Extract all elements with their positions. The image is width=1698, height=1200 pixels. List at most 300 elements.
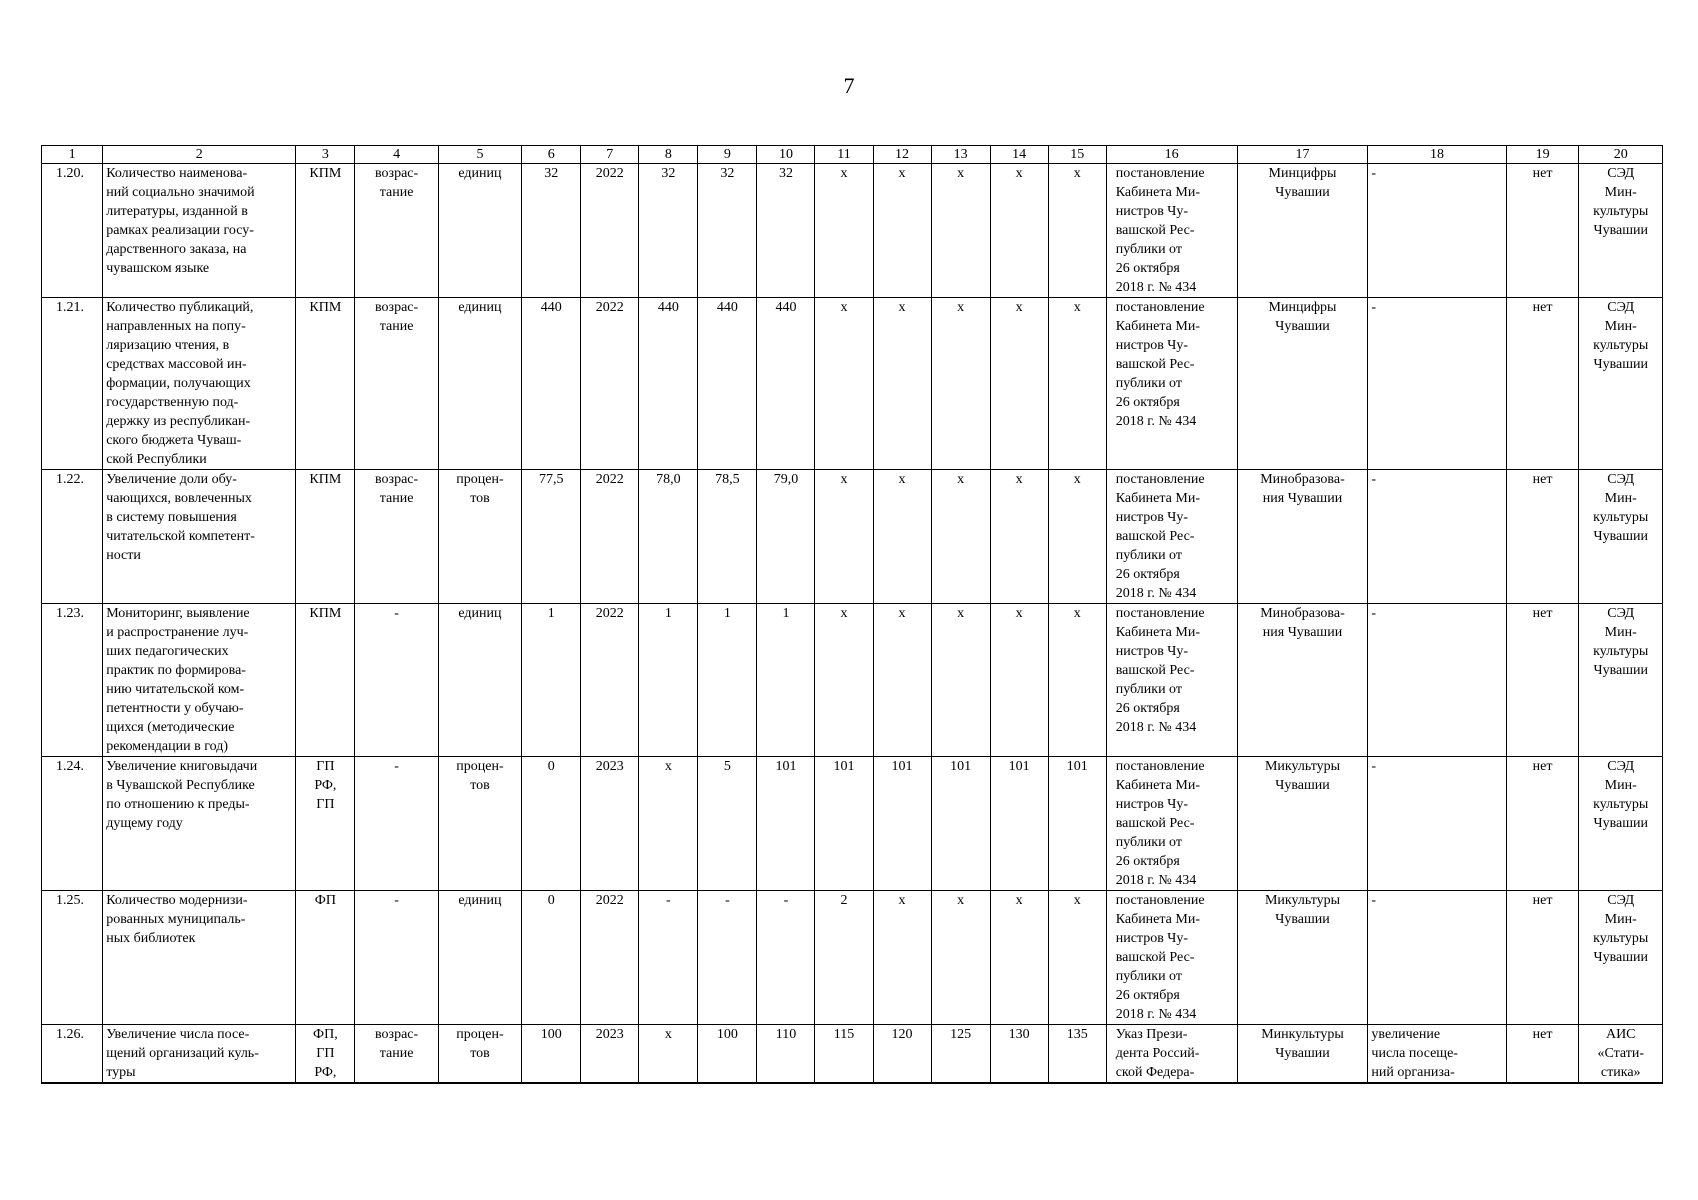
trend-text: возрас- тание	[375, 166, 419, 200]
indicator-name	[103, 298, 296, 470]
base-value-text: 1	[547, 606, 555, 621]
column-header-17: 17	[1237, 146, 1368, 164]
indicator-type	[296, 298, 355, 470]
target-value-text: х	[664, 1027, 672, 1042]
trend-text: возрас- тание	[375, 1027, 419, 1061]
target-value	[931, 604, 990, 757]
calculation-method-text: -	[1371, 606, 1377, 621]
base-year	[581, 298, 639, 470]
column-header-15: 15	[1048, 146, 1106, 164]
base-year	[581, 470, 639, 604]
column-header-11: 11	[815, 146, 873, 164]
target-value-text: 125	[950, 1027, 972, 1042]
target-value	[698, 164, 757, 298]
calculation-method-text: -	[1371, 300, 1377, 315]
row-number-text: 1.25.	[56, 893, 84, 908]
target-value-text: 78,5	[715, 472, 740, 487]
indicator-type	[296, 1025, 355, 1084]
target-value-text: 1	[723, 606, 731, 621]
column-header-9: 9	[698, 146, 757, 164]
legal-basis	[1106, 164, 1237, 298]
column-header-3: 3	[296, 146, 355, 164]
trend	[355, 298, 438, 470]
base-year-text: 2022	[595, 472, 624, 487]
legal-basis	[1106, 891, 1237, 1025]
calculation-method-text: -	[1371, 759, 1377, 774]
information-system-text: СЭД Мин- культуры Чувашии	[1593, 300, 1649, 372]
target-value-text: х	[1015, 606, 1023, 621]
table-row	[42, 604, 1663, 757]
unit-text: процен- тов	[456, 759, 504, 793]
target-value-text: х	[1073, 893, 1081, 908]
legal-basis-text: постановление Кабинета Ми- нистров Чу- вашской Рес- публики от 26 октября 2018 г. № 434	[1115, 893, 1205, 1022]
unit	[438, 604, 521, 757]
base-year	[581, 164, 639, 298]
target-value	[639, 470, 698, 604]
target-value	[931, 298, 990, 470]
target-value	[639, 164, 698, 298]
target-value	[757, 470, 815, 604]
base-value	[522, 298, 581, 470]
responsible-body-text: Минцифры Чувашии	[1268, 300, 1337, 334]
target-value-text: х	[1073, 472, 1081, 487]
base-year	[581, 604, 639, 757]
target-value	[873, 757, 931, 891]
target-value	[1048, 298, 1106, 470]
table-row	[42, 298, 1663, 470]
target-value	[757, 757, 815, 891]
calculation-method	[1368, 164, 1506, 298]
target-value-text: 2	[840, 893, 848, 908]
base-year-text: 2023	[595, 759, 624, 774]
target-value-text: 120	[891, 1027, 913, 1042]
trend	[355, 757, 438, 891]
base-year	[581, 1025, 639, 1084]
trend	[355, 164, 438, 298]
target-value	[873, 298, 931, 470]
indicator-type-text: КПМ	[309, 606, 342, 621]
target-value-text: х	[1015, 166, 1023, 181]
trend	[355, 891, 438, 1025]
responsible-body	[1237, 164, 1368, 298]
target-value-text: 440	[716, 300, 738, 315]
column-header-5: 5	[438, 146, 521, 164]
target-value	[1048, 891, 1106, 1025]
target-value-text: х	[898, 606, 906, 621]
target-value	[698, 298, 757, 470]
legal-basis-text: Указ Прези- дента Россий- ской Федера-	[1115, 1027, 1200, 1080]
column-header-13: 13	[931, 146, 990, 164]
calculation-method-text: -	[1371, 472, 1377, 487]
target-value-text: х	[1015, 300, 1023, 315]
column-header-7: 7	[581, 146, 639, 164]
target-value-text: х	[898, 893, 906, 908]
row-number-text: 1.21.	[56, 300, 84, 315]
target-value-text: 1	[664, 606, 672, 621]
information-system	[1579, 470, 1663, 604]
flag-text: нет	[1532, 300, 1553, 315]
target-value-text: х	[1015, 472, 1023, 487]
base-value-text: 32	[544, 166, 559, 181]
table-row	[42, 1025, 1663, 1084]
indicator-type	[296, 891, 355, 1025]
indicator-type	[296, 164, 355, 298]
target-value	[698, 891, 757, 1025]
legal-basis	[1106, 470, 1237, 604]
indicator-name-text: Увеличение числа посе- щений организаций куль- туры	[106, 1027, 259, 1080]
unit-text: процен- тов	[456, 472, 504, 506]
target-value	[698, 470, 757, 604]
flag	[1506, 298, 1579, 470]
row-number-text: 1.24.	[56, 759, 84, 774]
target-value	[873, 164, 931, 298]
flag-text: нет	[1532, 893, 1553, 908]
target-value	[931, 1025, 990, 1084]
target-value	[1048, 757, 1106, 891]
target-value-text: х	[1015, 893, 1023, 908]
information-system-text: АИС «Стати- стика»	[1597, 1027, 1645, 1080]
calculation-method	[1368, 891, 1506, 1025]
indicator-name-text: Увеличение книговыдачи в Чувашской Республике по отношению к преды- дущему году	[106, 759, 258, 831]
row-number	[42, 757, 103, 891]
column-header-18: 18	[1368, 146, 1506, 164]
trend	[355, 1025, 438, 1084]
indicator-name-text: Количество модернизи- рованных муниципаль- ных библиотек	[106, 893, 248, 946]
calculation-method	[1368, 298, 1506, 470]
target-value	[698, 1025, 757, 1084]
target-value	[931, 470, 990, 604]
information-system-text: СЭД Мин- культуры Чувашии	[1593, 893, 1649, 965]
row-number-text: 1.26.	[56, 1027, 84, 1042]
target-value	[990, 298, 1048, 470]
target-value-text: 130	[1008, 1027, 1030, 1042]
calculation-method	[1368, 470, 1506, 604]
column-header-8: 8	[639, 146, 698, 164]
target-value-text: х	[1073, 300, 1081, 315]
indicator-type	[296, 757, 355, 891]
target-value-text: х	[664, 759, 672, 774]
flag-text: нет	[1532, 759, 1553, 774]
target-value	[931, 164, 990, 298]
target-value-text: х	[1073, 166, 1081, 181]
target-value-text: 101	[950, 759, 972, 774]
target-value-text: 79,0	[773, 472, 799, 487]
base-value	[522, 470, 581, 604]
target-value	[815, 604, 873, 757]
target-value-text: х	[957, 166, 965, 181]
unit-text: единиц	[458, 893, 502, 908]
flag	[1506, 604, 1579, 757]
indicator-name-text: Количество публикаций, направленных на попу- ляризацию чтения, в средствах массовой ин- формации, получающих государственную под- держку из республикан- ского бюджета Чуваш- ской Республики	[106, 300, 254, 467]
indicator-name-text: Количество наименова- ний социально значимой литературы, изданной в рамках реализации госу- дарственного заказа, на чувашском языке	[106, 166, 255, 276]
base-value-text: 0	[547, 759, 555, 774]
legal-basis-text: постановление Кабинета Ми- нистров Чу- вашской Рес- публики от 26 октября 2018 г. № 434	[1115, 300, 1205, 429]
legal-basis-text: постановление Кабинета Ми- нистров Чу- вашской Рес- публики от 26 октября 2018 г. № 434	[1115, 606, 1205, 735]
unit-text: единиц	[458, 606, 502, 621]
indicator-name	[103, 164, 296, 298]
base-value	[522, 757, 581, 891]
target-value-text: 101	[833, 759, 855, 774]
unit-text: единиц	[458, 166, 502, 181]
target-value	[815, 298, 873, 470]
unit	[438, 164, 521, 298]
target-value-text: 101	[1066, 759, 1088, 774]
indicator-type-text: КПМ	[309, 472, 342, 487]
target-value-text: 115	[833, 1027, 855, 1042]
calculation-method	[1368, 757, 1506, 891]
flag-text: нет	[1532, 472, 1553, 487]
calculation-method	[1368, 1025, 1506, 1084]
target-value	[639, 891, 698, 1025]
trend-text: возрас- тание	[375, 472, 419, 506]
responsible-body-text: Микультуры Чувашии	[1264, 759, 1341, 793]
column-header-14: 14	[990, 146, 1048, 164]
target-value	[757, 604, 815, 757]
responsible-body	[1237, 298, 1368, 470]
legal-basis	[1106, 757, 1237, 891]
target-value	[815, 757, 873, 891]
responsible-body	[1237, 757, 1368, 891]
target-value-text: 440	[657, 300, 679, 315]
responsible-body-text: Минкультуры Чувашии	[1261, 1027, 1344, 1061]
information-system-text: СЭД Мин- культуры Чувашии	[1593, 606, 1649, 678]
target-value-text: 440	[775, 300, 797, 315]
base-year-text: 2022	[595, 606, 624, 621]
target-value	[873, 604, 931, 757]
indicator-name-text: Увеличение доли обу- чающихся, вовлеченных в систему повышения читательской компетент- ности	[106, 472, 255, 563]
trend-text: возрас- тание	[375, 300, 419, 334]
target-value-text: х	[957, 300, 965, 315]
header-row	[42, 146, 1663, 164]
responsible-body-text: Микультуры Чувашии	[1264, 893, 1341, 927]
target-value-text: х	[840, 300, 848, 315]
target-value-text: 110	[775, 1027, 797, 1042]
legal-basis	[1106, 1025, 1237, 1084]
target-value	[757, 164, 815, 298]
base-year-text: 2023	[595, 1027, 624, 1042]
responsible-body	[1237, 604, 1368, 757]
column-header-10: 10	[757, 146, 815, 164]
target-value	[698, 757, 757, 891]
target-value-text: х	[840, 472, 848, 487]
indicator-type-text: КПМ	[309, 300, 342, 315]
target-value	[931, 891, 990, 1025]
row-number	[42, 298, 103, 470]
information-system-text: СЭД Мин- культуры Чувашии	[1593, 759, 1649, 831]
indicator-type-text: ГП РФ, ГП	[314, 759, 337, 812]
target-value-text: 32	[720, 166, 735, 181]
target-value-text: 32	[661, 166, 676, 181]
information-system	[1579, 757, 1663, 891]
column-header-1: 1	[42, 146, 103, 164]
target-value-text: х	[840, 606, 848, 621]
target-value	[639, 757, 698, 891]
target-value-text: 32	[778, 166, 793, 181]
trend-text: -	[394, 606, 399, 621]
target-value	[815, 164, 873, 298]
flag	[1506, 757, 1579, 891]
target-value	[873, 1025, 931, 1084]
legal-basis-text: постановление Кабинета Ми- нистров Чу- вашской Рес- публики от 26 октября 2018 г. № 434	[1115, 166, 1205, 295]
unit-text: единиц	[458, 300, 502, 315]
row-number	[42, 164, 103, 298]
base-value-text: 100	[540, 1027, 562, 1042]
responsible-body	[1237, 891, 1368, 1025]
target-value-text: 101	[775, 759, 797, 774]
flag-text: нет	[1532, 166, 1553, 181]
trend-text: -	[394, 759, 399, 774]
information-system	[1579, 604, 1663, 757]
target-value	[873, 470, 931, 604]
base-year	[581, 757, 639, 891]
base-value-text: 77,5	[538, 472, 564, 487]
base-year	[581, 891, 639, 1025]
indicator-type	[296, 470, 355, 604]
target-value	[1048, 164, 1106, 298]
flag	[1506, 164, 1579, 298]
target-value	[990, 604, 1048, 757]
row-number	[42, 470, 103, 604]
trend-text: -	[394, 893, 399, 908]
column-header-4: 4	[355, 146, 438, 164]
information-system	[1579, 891, 1663, 1025]
target-value-text: х	[898, 472, 906, 487]
base-year-text: 2022	[595, 893, 624, 908]
base-value	[522, 1025, 581, 1084]
information-system	[1579, 1025, 1663, 1084]
target-value	[757, 1025, 815, 1084]
table-row	[42, 891, 1663, 1025]
information-system-text: СЭД Мин- культуры Чувашии	[1593, 166, 1649, 238]
target-value	[990, 164, 1048, 298]
target-value-text: х	[957, 472, 965, 487]
flag	[1506, 891, 1579, 1025]
target-value	[990, 470, 1048, 604]
target-value-text: х	[1073, 606, 1081, 621]
target-value	[990, 1025, 1048, 1084]
target-value-text: -	[725, 893, 730, 908]
target-value-text: 101	[1008, 759, 1030, 774]
target-value-text: 78,0	[656, 472, 681, 487]
base-value	[522, 164, 581, 298]
calculation-method-text: -	[1371, 166, 1377, 181]
column-header-12: 12	[873, 146, 931, 164]
calculation-method-text: -	[1371, 893, 1377, 908]
flag-text: нет	[1532, 1027, 1553, 1042]
legal-basis	[1106, 298, 1237, 470]
flag	[1506, 1025, 1579, 1084]
indicator-type-text: КПМ	[309, 166, 342, 181]
column-header-20: 20	[1579, 146, 1663, 164]
calculation-method	[1368, 604, 1506, 757]
target-value	[639, 604, 698, 757]
unit	[438, 470, 521, 604]
target-value-text: 100	[716, 1027, 738, 1042]
information-system-text: СЭД Мин- культуры Чувашии	[1593, 472, 1649, 544]
table-row	[42, 164, 1663, 298]
target-value-text: х	[957, 893, 965, 908]
responsible-body-text: Минцифры Чувашии	[1268, 166, 1337, 200]
column-header-19: 19	[1506, 146, 1579, 164]
page-number: 7	[843, 73, 855, 98]
row-number-text: 1.23.	[56, 606, 84, 621]
responsible-body	[1237, 1025, 1368, 1084]
base-year-text: 2022	[595, 166, 624, 181]
target-value-text: 135	[1066, 1027, 1088, 1042]
target-value	[815, 891, 873, 1025]
calculation-method-text: увеличение числа посеще- ний организа-	[1371, 1027, 1458, 1080]
unit-text: процен- тов	[456, 1027, 504, 1061]
base-value-text: 440	[540, 300, 562, 315]
responsible-body-text: Минобразова- ния Чувашии	[1260, 472, 1345, 506]
target-value-text: 1	[782, 606, 790, 621]
row-number	[42, 1025, 103, 1084]
indicator-type-text: ФП	[314, 893, 336, 908]
target-value	[639, 298, 698, 470]
table-body	[42, 164, 1663, 1084]
base-value	[522, 604, 581, 757]
target-value	[873, 891, 931, 1025]
row-number-text: 1.20.	[56, 166, 84, 181]
target-value	[698, 604, 757, 757]
information-system	[1579, 164, 1663, 298]
indicator-name-text: Мониторинг, выявление и распространение луч- ших педагогических практик по формирова- нию читательской ком- петентности у обучаю- щихся (методические рекомендации в год)	[106, 606, 250, 754]
information-system	[1579, 298, 1663, 470]
target-value	[990, 757, 1048, 891]
unit	[438, 757, 521, 891]
target-value	[1048, 1025, 1106, 1084]
target-value-text: х	[898, 166, 906, 181]
column-header-16: 16	[1106, 146, 1237, 164]
unit	[438, 298, 521, 470]
indicator-name	[103, 604, 296, 757]
row-number	[42, 891, 103, 1025]
target-value-text: -	[783, 893, 789, 908]
target-value	[931, 757, 990, 891]
target-value	[757, 298, 815, 470]
target-value	[1048, 470, 1106, 604]
indicator-name	[103, 470, 296, 604]
row-number-text: 1.22.	[56, 472, 84, 487]
target-value-text: -	[665, 893, 671, 908]
flag	[1506, 470, 1579, 604]
target-value	[757, 891, 815, 1025]
indicator-type	[296, 604, 355, 757]
target-value	[990, 891, 1048, 1025]
indicator-name	[103, 891, 296, 1025]
target-value-text: х	[840, 166, 848, 181]
target-value-text: 101	[891, 759, 913, 774]
unit	[438, 1025, 521, 1084]
unit	[438, 891, 521, 1025]
base-value-text: 0	[547, 893, 555, 908]
indicators-table	[41, 145, 1663, 1084]
indicator-name	[103, 757, 296, 891]
trend	[355, 604, 438, 757]
indicator-type-text: ФП, ГП РФ,	[313, 1027, 338, 1080]
responsible-body	[1237, 470, 1368, 604]
trend	[355, 470, 438, 604]
target-value	[815, 470, 873, 604]
indicator-name	[103, 1025, 296, 1084]
legal-basis-text: постановление Кабинета Ми- нистров Чу- вашской Рес- публики от 26 октября 2018 г. № 434	[1115, 472, 1205, 601]
row-number	[42, 604, 103, 757]
column-header-6: 6	[522, 146, 581, 164]
flag-text: нет	[1532, 606, 1553, 621]
target-value	[815, 1025, 873, 1084]
target-value	[1048, 604, 1106, 757]
table-row	[42, 470, 1663, 604]
